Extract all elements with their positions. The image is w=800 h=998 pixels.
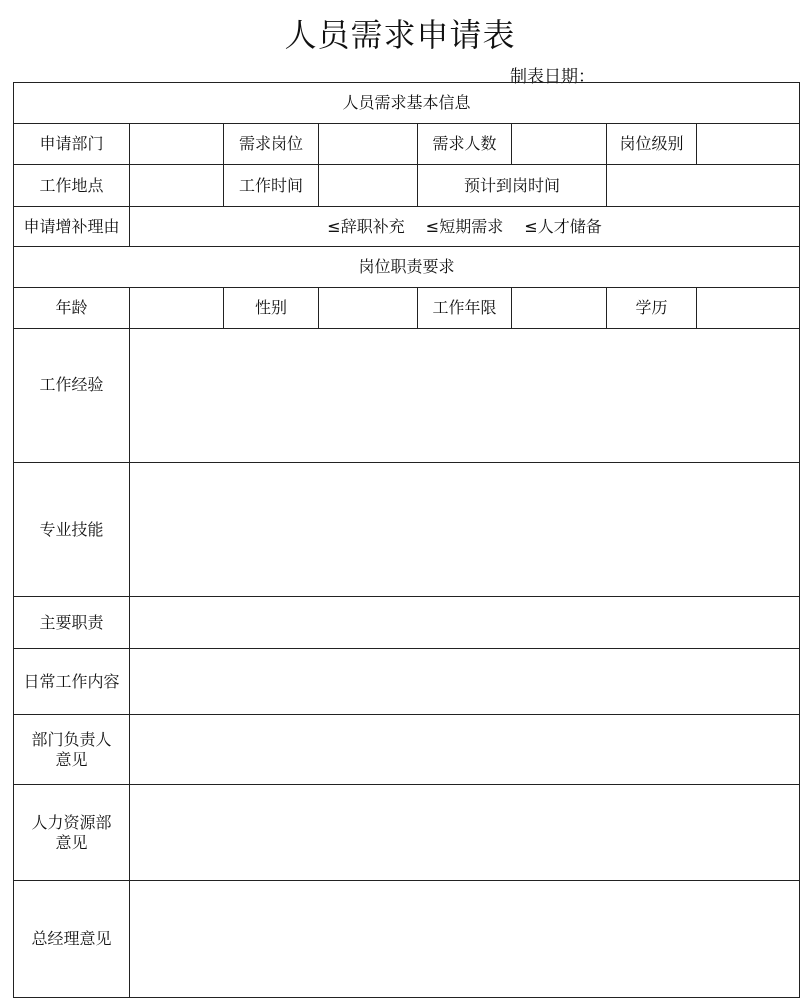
reason-option-talent-reserve[interactable]: ≤人才储备 [524,216,602,236]
hr-opinion-input[interactable] [130,785,800,881]
location-input[interactable] [130,165,224,207]
main-duty-input[interactable] [130,597,800,649]
position-label: 需求岗位 [224,124,319,165]
dept-head-opinion-label: 部门负责人意见 [14,715,130,785]
reason-label: 申请增补理由 [14,207,130,247]
dept-input[interactable] [130,124,224,165]
main-duty-label: 主要职责 [14,597,130,649]
experience-label: 工作经验 [14,329,130,463]
gm-opinion-label: 总经理意见 [14,881,130,998]
hr-opinion-label: 人力资源部意见 [14,785,130,881]
arrival-time-label: 预计到岗时间 [418,165,607,207]
years-label: 工作年限 [418,288,512,329]
level-input[interactable] [697,124,800,165]
form-title: 人员需求申请表 [284,16,516,54]
education-label: 学历 [607,288,697,329]
dept-head-opinion-input[interactable] [130,715,800,785]
skills-input[interactable] [130,463,800,597]
education-input[interactable] [697,288,800,329]
count-input[interactable] [512,124,607,165]
age-label: 年龄 [14,288,130,329]
level-label: 岗位级别 [607,124,697,165]
location-label: 工作地点 [14,165,130,207]
count-label: 需求人数 [418,124,512,165]
reason-option-short-term[interactable]: ≤短期需求 [425,216,504,236]
position-input[interactable] [319,124,418,165]
section-duty-requirements: 岗位职责要求 [14,247,800,288]
gender-label: 性别 [224,288,319,329]
age-input[interactable] [130,288,224,329]
years-input[interactable] [512,288,607,329]
gender-input[interactable] [319,288,418,329]
section-basic-info: 人员需求基本信息 [14,83,800,124]
requisition-table [13,82,800,998]
gm-opinion-input[interactable] [130,881,800,998]
work-time-label: 工作时间 [224,165,319,207]
skills-label: 专业技能 [14,463,130,597]
date-label: 制表日期： [510,67,595,87]
experience-input[interactable] [130,329,800,463]
work-time-input[interactable] [319,165,418,207]
arrival-time-input[interactable] [607,165,800,207]
reason-options [130,207,800,247]
daily-work-label: 日常工作内容 [14,649,130,715]
dept-label: 申请部门 [14,124,130,165]
reason-option-resignation[interactable]: ≤辞职补充 [327,216,405,236]
daily-work-input[interactable] [130,649,800,715]
